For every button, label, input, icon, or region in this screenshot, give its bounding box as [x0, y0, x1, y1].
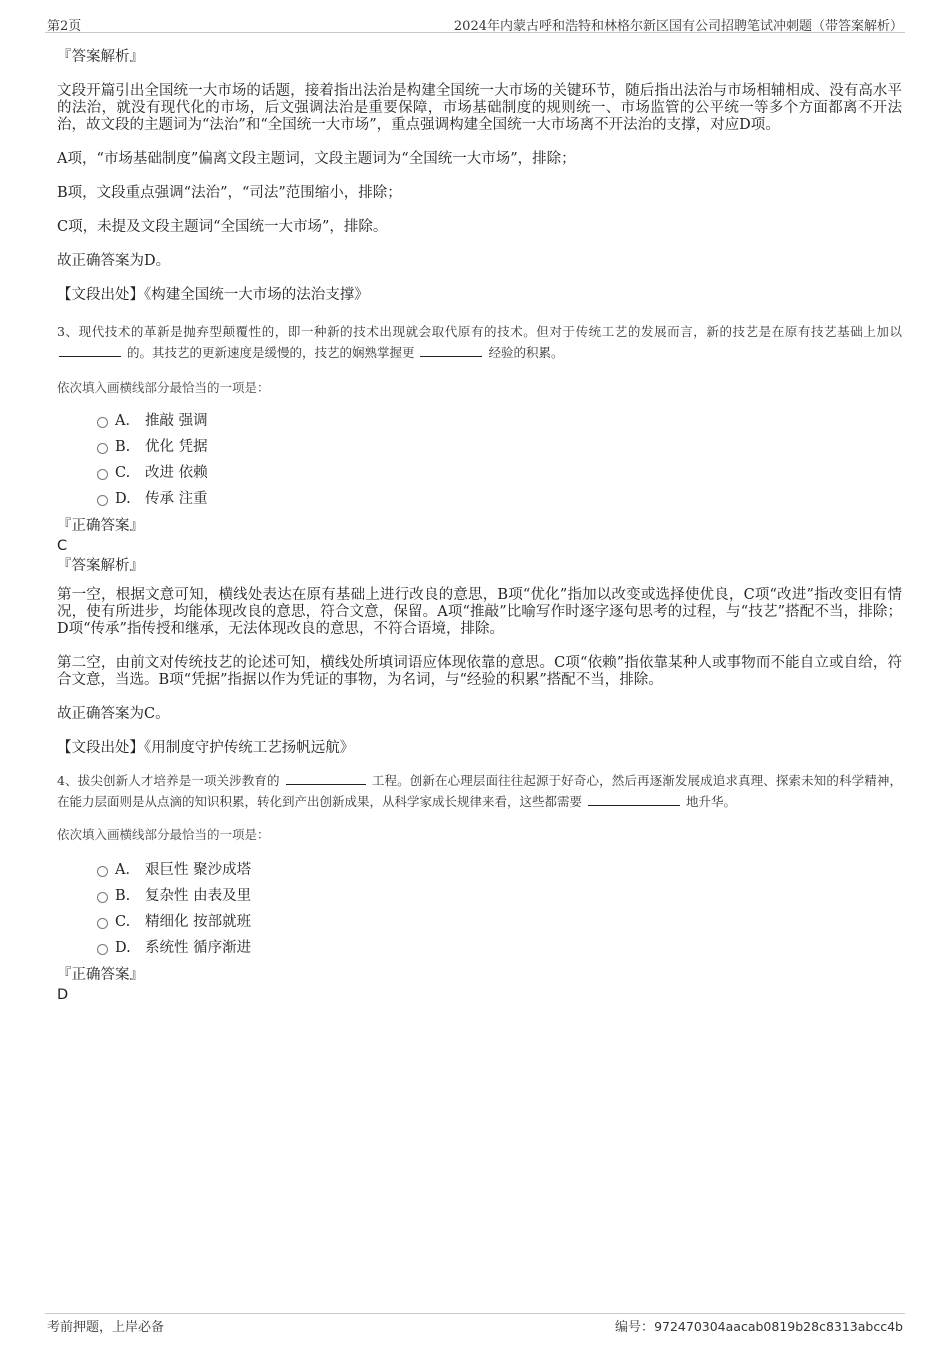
q3-blank-2 — [420, 344, 482, 357]
q3-analysis-paragraph: 第二空，由前文对传统技艺的论述可知，横线处所填词语应体现依靠的意思。C项“依赖”指依靠某种人或事物而不能自立或自给，符合文意，当选。B项“凭据”指据以作为凭证的事物，为名词，与“经验的积累”搭配不当，排除。 — [57, 655, 902, 688]
q2-analysis-paragraph: C项，未提及文段主题词“全国统一大市场”，排除。 — [57, 219, 388, 235]
q4-answer-label: 『正确答案』 — [57, 967, 144, 983]
option-text: 优化 凭据 — [145, 439, 208, 455]
q3-answer: C — [57, 538, 68, 554]
radio-button[interactable] — [97, 495, 108, 506]
footer-code-label: 编号： — [615, 1320, 655, 1335]
q3-options — [57, 408, 902, 512]
radio-button[interactable] — [97, 443, 108, 454]
q3-analysis-label: 『答案解析』 — [57, 558, 144, 574]
q2-analysis-paragraph: A项，“市场基础制度”偏离文段主题词，文段主题词为“全国统一大市场”，排除； — [57, 151, 576, 167]
q3-stem-part: 的。其技艺的更新速度是缓慢的，技艺的娴熟掌握更 — [126, 345, 415, 360]
q3-stem-part: 3、现代技术的革新是抛弃型颠覆性的，即一种新的技术出现就会取代原有的技术。但对于传统工艺的发展而言，新的技艺是在原有技艺基础上加以 — [57, 324, 902, 339]
page-number: 第2页 — [47, 19, 82, 34]
q4-options — [57, 857, 902, 961]
q2-analysis-paragraph: B项，文段重点强调“法治”，“司法”范围缩小，排除； — [57, 185, 402, 201]
radio-button[interactable] — [97, 417, 108, 428]
q4-stem-part: 地升华。 — [685, 794, 736, 809]
q4-option-a[interactable] — [57, 857, 902, 883]
q3-blank-1 — [59, 344, 121, 357]
q4-stem-part: 4、拔尖创新人才培养是一项关涉教育的 — [57, 773, 280, 788]
q4-blank-2 — [588, 793, 680, 806]
q4-prompt: 依次填入画横线部分最恰当的一项是： — [57, 827, 270, 842]
radio-button[interactable] — [97, 469, 108, 480]
option-letter: B. — [115, 439, 131, 455]
q2-analysis-label: 『答案解析』 — [57, 49, 144, 65]
option-text: 推敲 强调 — [145, 413, 208, 429]
radio-button[interactable] — [97, 918, 108, 929]
q4-answer: D — [57, 987, 69, 1003]
q4-stem-part: 工程。创新在心理层面往往起源于好奇心，然后再逐渐发展成追求真理、探索未知的科学精神，在能力层面则是从点滴的知识积累，转化到产出创新成果，从科学家成长规律来看，这些都需要 — [57, 773, 902, 809]
option-text: 复杂性 由表及里 — [145, 888, 252, 904]
q4-option-c[interactable] — [57, 909, 902, 935]
option-text: 系统性 循序渐进 — [145, 940, 252, 956]
q3-conclusion: 故正确答案为C。 — [57, 706, 170, 722]
option-letter: A． — [115, 413, 140, 429]
option-letter: C. — [115, 914, 131, 930]
footer-code-value: 972470304aacab0819b28c8313abcc4b — [654, 1319, 903, 1334]
radio-button[interactable] — [97, 892, 108, 903]
option-text: 精细化 按部就班 — [145, 914, 252, 930]
option-letter: D. — [115, 491, 131, 507]
q4-option-d[interactable] — [57, 935, 902, 961]
q3-option-d[interactable] — [57, 486, 902, 512]
q3-answer-label: 『正确答案』 — [57, 518, 144, 534]
page-header — [45, 14, 905, 33]
radio-button[interactable] — [97, 866, 108, 877]
option-letter: D. — [115, 940, 131, 956]
option-text: 艰巨性 聚沙成塔 — [145, 862, 252, 878]
q3-source: 【文段出处】《用制度守护传统工艺扬帆远航》 — [57, 740, 355, 756]
page-footer — [45, 1313, 905, 1334]
document-title: 2024年内蒙古呼和浩特和林格尔新区国有公司招聘笔试冲刺题（带答案解析） — [453, 19, 903, 34]
q2-conclusion: 故正确答案为D。 — [57, 253, 171, 269]
q3-option-a[interactable] — [57, 408, 902, 434]
option-letter: A． — [115, 862, 140, 878]
option-letter: C. — [115, 465, 131, 481]
q3-option-c[interactable] — [57, 460, 902, 486]
q3-prompt: 依次填入画横线部分最恰当的一项是： — [57, 380, 270, 395]
option-text: 改进 依赖 — [145, 465, 208, 481]
q2-source: 【文段出处】《构建全国统一大市场的法治支撑》 — [57, 287, 369, 303]
footer-slogan: 考前押题，上岸必备 — [47, 1320, 165, 1335]
q4-option-b[interactable] — [57, 883, 902, 909]
option-text: 传承 注重 — [145, 491, 208, 507]
q3-analysis-paragraph: 第一空，根据文意可知，横线处表达在原有基础上进行改良的意思，B项“优化”指加以改变或选择使优良，C项“改进”指改变旧有情况，使有所进步，均能体现改良的意思，符合文意，保留。A项“推敲”比喻写作时逐字逐句思考的过程，与“技艺”搭配不当，排除；D项“传承”指传授和继承，无法体现改良的意思，不符合语境，排除。 — [57, 587, 902, 637]
q4-stem — [57, 770, 902, 812]
q4-blank-1 — [286, 772, 366, 785]
page-content — [57, 44, 902, 1004]
footer-code — [615, 1316, 903, 1335]
option-letter: B. — [115, 888, 131, 904]
q2-analysis-paragraph: 文段开篇引出全国统一大市场的话题，接着指出法治是构建全国统一大市场的关键环节，随后指出法治与市场相辅相成、没有高水平的法治，就没有现代化的市场，后文强调法治是重要保障，市场基础制度的规则统一、市场监管的公平统一等多个方面都离不开法治，故文段的主题词为“法治”和“全国统一大市场”，重点强调构建全国统一大市场离不开法治的支撑，对应D项。 — [57, 83, 902, 133]
q3-option-b[interactable] — [57, 434, 902, 460]
q3-stem-part: 经验的积累。 — [488, 345, 564, 360]
q3-stem — [57, 321, 902, 363]
radio-button[interactable] — [97, 944, 108, 955]
